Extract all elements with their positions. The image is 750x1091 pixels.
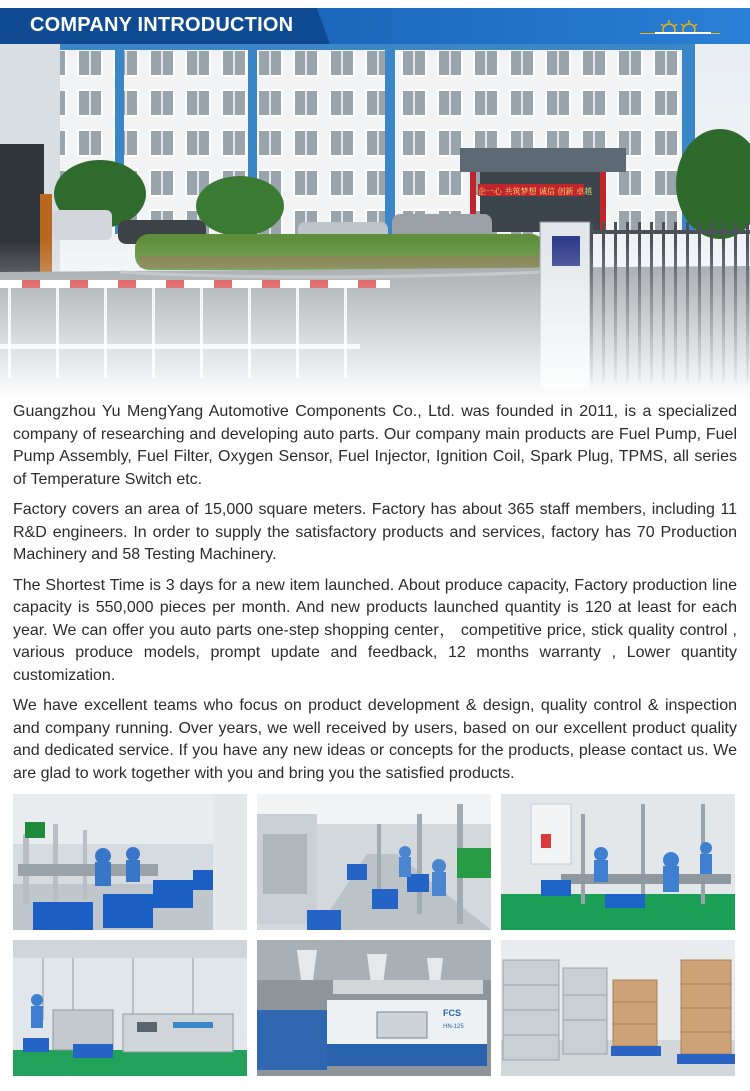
intro-text xyxy=(13,401,737,793)
machine-brand-label: FCS xyxy=(443,1008,461,1018)
clean-room-photo xyxy=(501,794,735,930)
warehouse-photo xyxy=(501,940,735,1076)
factory-building-photo xyxy=(0,44,750,400)
intro-paragraph-3: The Shortest Time is 3 days for a new item launched. About produce capacity, Factory production line capacity is 550,000 pieces per month. And new products launched quantity is 120 at least for each year. We can offer you auto parts one-step shopping center， competitive price, stick quality control , various produce models, prompt update and feedback, 12 months warranty , Lower quantity customization. xyxy=(13,576,737,684)
page-title: COMPANY INTRODUCTION xyxy=(30,14,294,36)
gear-ornament-icon xyxy=(655,16,711,34)
assembly-line-photo xyxy=(13,794,247,930)
production-line-photo xyxy=(13,940,247,1076)
workshop-corridor-photo xyxy=(257,794,491,930)
section-header xyxy=(0,0,750,48)
injection-molding-machine-photo xyxy=(257,940,491,1076)
intro-paragraph-2: Factory covers an area of 15,000 square meters. Factory has about 365 staff members, including 11 R&D engineers. In order to supply the satisfactory products and services, factory has 70 Production Machinery and 58 Testing Machinery. xyxy=(13,501,737,563)
machine-model-label: HN-125 xyxy=(443,1024,464,1030)
intro-paragraph-4: We have excellent teams who focus on product development & design, quality control & inspection and company running. Over years, we well received by users, based on our excellent product quality and dedicated service. If you have any new ideas or concepts for the products, please contact us. We are glad to work together with you and bring you the satisfied products. xyxy=(13,697,737,782)
intro-paragraph-1: Guangzhou Yu MengYang Automotive Components Co., Ltd. was founded in 2011, is a specialized company of researching and developing auto parts. Our company main products are Fuel Pump, Fuel Pump Assembly, Fuel Filter, Oxygen Sensor, Fuel Injector, Ignition Coil, Spark Plug, TPMS, all series of Temperature Switch etc. xyxy=(13,403,737,488)
factory-gallery xyxy=(13,794,735,1076)
